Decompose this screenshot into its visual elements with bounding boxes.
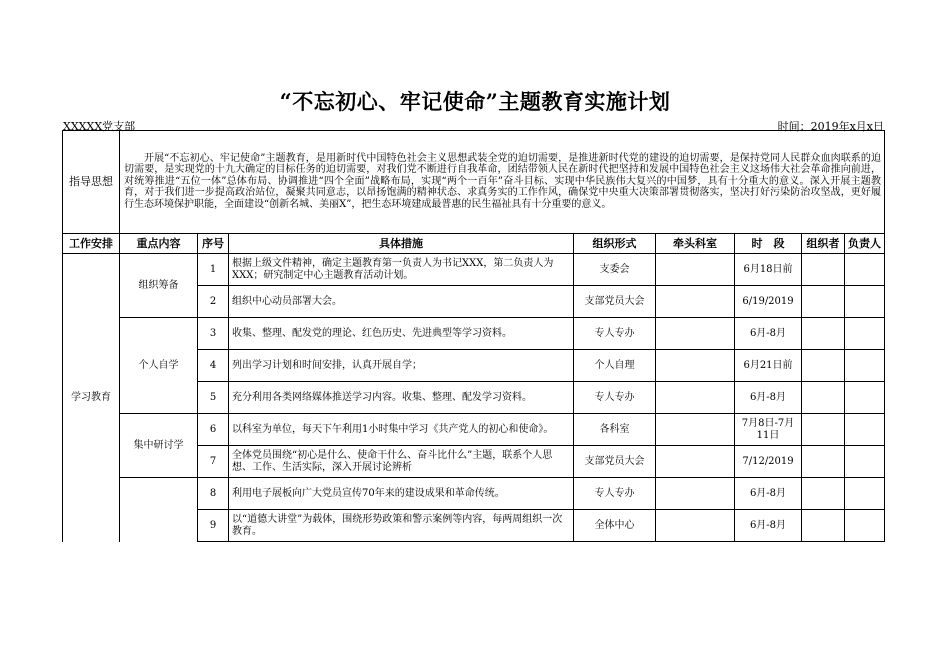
seq-cell: 7 [198, 446, 229, 478]
lead-cell [656, 382, 735, 414]
table-row [63, 318, 885, 350]
guide-text: 开展“不忘初心、牢记使命”主题教育，是用新时代中国特色社会主义思想武装全党的迫切需要，是推进新时代党的建设的迫切需要，是保持党同人民群众血肉联系的迫切需要，是实现党的十九大确定的目标任务的迫切需要，对我们党不断进行自我革命，团结带领人民在新时代把坚持和发展中国特色社会主义这场伟大社会革命推向前进，对统筹推进“五位一体”总体布局、协调推进“四个全面”战略布局，实现“两个一百年”奋斗目标、实现中华民族伟大复兴的中国梦，具有十分重大的意义。深入开展主题教育，对于我们进一步提高政治站位，凝聚共同意志，以昂扬饱满的精神状态、求真务实的工作作风，确保党中央重大决策部署贯彻落实，坚决打好污染防治攻坚战，更好履行生态环境保护职能，全面建设“创新名城、美丽X”，把生态环境建成最普惠的民生福祉具有十分重要的意义。 [120, 131, 885, 234]
measure-cell: 根据上级文件精神，确定主题教育第一负责人为书记XXX，第二负责人为XXX；研究制定中心主题教育活动计划。 [229, 254, 574, 286]
table-row [63, 254, 885, 286]
organizer-cell [802, 414, 845, 446]
period-cell: 6月21日前 [735, 350, 802, 382]
focus-prep: 组织筹备 [120, 254, 198, 318]
measure-cell: 利用电子展板向广大党员宣传70年来的建设成果和革命传统。 [229, 478, 574, 510]
guide-row [63, 131, 885, 234]
owner-cell [845, 254, 885, 286]
owner-cell [845, 382, 885, 414]
form-cell: 个人自理 [574, 350, 656, 382]
period-cell: 6月-8月 [735, 478, 802, 510]
lead-cell [656, 350, 735, 382]
focus-seminar: 集中研讨学 [120, 414, 198, 478]
period-cell: 6月-8月 [735, 318, 802, 350]
measure-cell: 以“道德大讲堂”为载体，围绕形势政策和警示案例等内容，每两周组织一次教育。 [229, 510, 574, 542]
plan-table [62, 130, 885, 542]
period-cell: 7/12/2019 [735, 446, 802, 478]
owner-cell [845, 478, 885, 510]
form-cell: 全体中心 [574, 510, 656, 542]
guide-label: 指导思想 [63, 131, 120, 234]
lead-cell [656, 414, 735, 446]
organizer-cell [802, 286, 845, 318]
organizer-cell [802, 254, 845, 286]
header-measure: 具体措施 [229, 234, 574, 254]
organization-label: XXXXX党支部 [63, 120, 136, 133]
period-cell: 7月8日-7月11日 [735, 414, 802, 446]
organizer-cell [802, 318, 845, 350]
owner-cell [845, 510, 885, 542]
table-row [63, 478, 885, 510]
period-cell: 6/19/2019 [735, 286, 802, 318]
measure-cell: 收集、整理、配发党的理论、红色历史、先进典型等学习资料。 [229, 318, 574, 350]
form-cell: 支委会 [574, 254, 656, 286]
form-cell: 支部党员大会 [574, 286, 656, 318]
organizer-cell [802, 382, 845, 414]
header-owner: 负责人 [845, 234, 885, 254]
period-cell: 6月-8月 [735, 382, 802, 414]
seq-cell: 8 [198, 478, 229, 510]
seq-cell: 1 [198, 254, 229, 286]
form-cell: 专人专办 [574, 478, 656, 510]
organizer-cell [802, 350, 845, 382]
lead-cell [656, 446, 735, 478]
owner-cell [845, 286, 885, 318]
owner-cell [845, 414, 885, 446]
header-row [63, 234, 885, 254]
organizer-cell [802, 510, 845, 542]
work-group: 学习教育 [63, 254, 120, 542]
header-form: 组织形式 [574, 234, 656, 254]
header-focus: 重点内容 [120, 234, 198, 254]
form-cell: 专人专办 [574, 382, 656, 414]
seq-cell: 3 [198, 318, 229, 350]
header-seq: 序号 [198, 234, 229, 254]
header-period: 时 段 [735, 234, 802, 254]
seq-cell: 9 [198, 510, 229, 542]
lead-cell [656, 286, 735, 318]
measure-cell: 全体党员围绕“初心是什么、使命干什么、奋斗比什么”主题，联系个人思想、工作、生活实际，深入开展讨论辨析 [229, 446, 574, 478]
period-cell: 6月18日前 [735, 254, 802, 286]
period-cell: 6月-8月 [735, 510, 802, 542]
table-row [63, 414, 885, 446]
header-work: 工作安排 [63, 234, 120, 254]
form-cell: 专人专办 [574, 318, 656, 350]
page-title: “不忘初心、牢记使命”主题教育实施计划 [279, 89, 671, 114]
lead-cell [656, 318, 735, 350]
seq-cell: 2 [198, 286, 229, 318]
header-organizer: 组织者 [802, 234, 845, 254]
measure-cell: 充分利用各类网络媒体推送学习内容。收集、整理、配发学习资料。 [229, 382, 574, 414]
seq-cell: 5 [198, 382, 229, 414]
date-label: 时间：2019年x月x日 [777, 120, 884, 133]
focus-self: 个人自学 [120, 318, 198, 414]
measure-cell: 列出学习计划和时间安排，认真开展自学； [229, 350, 574, 382]
owner-cell [845, 318, 885, 350]
organizer-cell [802, 478, 845, 510]
form-cell: 各科室 [574, 414, 656, 446]
seq-cell: 4 [198, 350, 229, 382]
form-cell: 支部党员大会 [574, 446, 656, 478]
seq-cell: 6 [198, 414, 229, 446]
lead-cell [656, 510, 735, 542]
owner-cell [845, 446, 885, 478]
lead-cell [656, 254, 735, 286]
focus-empty [120, 478, 198, 542]
organizer-cell [802, 446, 845, 478]
lead-cell [656, 478, 735, 510]
header-lead: 牵头科室 [656, 234, 735, 254]
measure-cell: 以科室为单位，每天下午利用1小时集中学习《共产党人的初心和使命》。 [229, 414, 574, 446]
owner-cell [845, 350, 885, 382]
measure-cell: 组织中心动员部署大会。 [229, 286, 574, 318]
